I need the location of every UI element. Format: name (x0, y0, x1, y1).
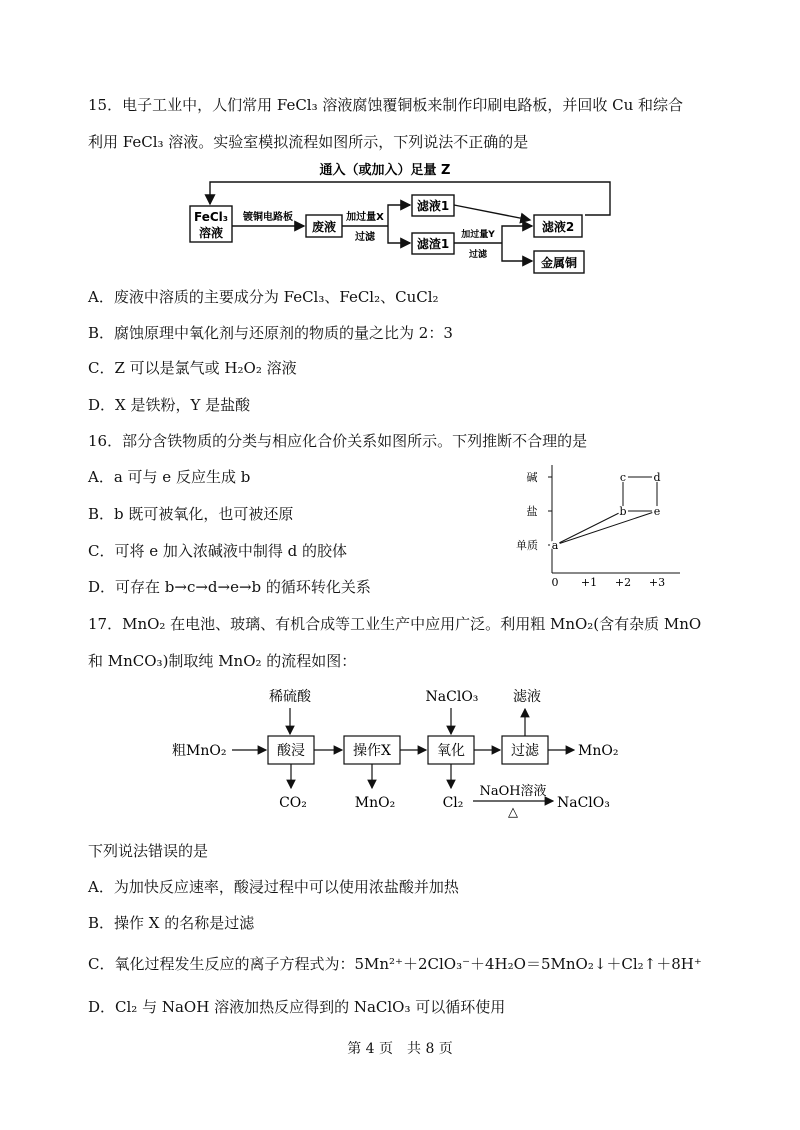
q15-arrow1-label: 镀铜电路板 (243, 212, 293, 223)
q17-line2: 和 MnCO₃)制取纯 MnO₂ 的流程如图： (88, 652, 357, 670)
q16-xlabel-1: +1 (580, 576, 598, 589)
q15-option-a: A．废液中溶质的主要成分为 FeCl₃、FeCl₂、CuCl₂ (88, 288, 439, 306)
q16-ylabel-element: 单质 (516, 539, 538, 552)
q15-line1: 15．电子工业中，人们常用 FeCl₃ 溶液腐蚀覆铜板来制作印刷电路板，并回收 Cu 和综合 (88, 96, 684, 114)
q15-filtrate2-label: 滤液2 (541, 220, 575, 234)
q17-mno2-byproduct: MnO₂ (354, 795, 396, 811)
q16-ylabel-base: 碱 (526, 471, 538, 484)
q17-flowchart (170, 683, 650, 818)
q17-naclo3-product: NaClO₃ (557, 795, 610, 811)
q17-input: 粗MnO₂ (172, 743, 227, 759)
q15-arrow2-label-a: 加过量X (346, 212, 384, 223)
q16-point-label-d: d (653, 471, 661, 484)
q17-option-d: D．Cl₂ 与 NaOH 溶液加热反应得到的 NaClO₃ 可以循环使用 (88, 998, 506, 1016)
q16-link-a-e (555, 511, 657, 545)
q16-link-a-b (555, 511, 623, 545)
q15-option-b: B．腐蚀原理中氧化剂与还原剂的物质的量之比为 2：3 (88, 324, 453, 342)
q15-option-d: D．X 是铁粉，Y 是盐酸 (88, 396, 251, 414)
q15-start-label2: 溶液 (198, 226, 224, 240)
q15-arrow2-label-b: 过滤 (355, 232, 375, 243)
q17-step4: 过滤 (511, 743, 539, 759)
q17-prompt: 下列说法错误的是 (88, 842, 209, 860)
q16-xlabel-3: +3 (648, 576, 666, 589)
q16-point-label-e: e (653, 505, 661, 518)
q17-naoh: NaOH溶液 (479, 784, 547, 799)
q16-point-label-b: b (619, 505, 627, 518)
q15-residue1-label: 滤渣1 (416, 237, 450, 251)
q17-filtrate: 滤液 (513, 689, 541, 705)
q17-step2: 操作X (353, 743, 391, 759)
q16-point-label-c: c (619, 471, 627, 484)
q16-valence-chart (500, 460, 700, 590)
q16-option-a: A．a 可与 e 反应生成 b (88, 468, 251, 486)
q17-co2: CO₂ (279, 795, 307, 811)
q16-xlabel-0: 0 (551, 576, 559, 589)
q15-filtrate1-label: 滤液1 (416, 199, 450, 213)
q16-line1: 16．部分含铁物质的分类与相应化合价关系如图所示。下列推断不合理的是 (88, 432, 588, 450)
page-footer: 第 4 页 共 8 页 (347, 1041, 453, 1057)
q17-cl2: Cl₂ (442, 795, 464, 811)
q17-step1: 酸浸 (277, 743, 305, 759)
q15-top-label: 通入（或加入）足量 Z (319, 163, 451, 178)
q17-line1: 17．MnO₂ 在电池、玻璃、有机合成等工业生产中应用广泛。利用粗 MnO₂(含有杂质 MnO (88, 615, 702, 633)
q17-reagent: NaClO₃ (425, 689, 479, 705)
q15-option-c: C．Z 可以是氯气或 H₂O₂ 溶液 (88, 359, 297, 377)
q17-option-c: C．氧化过程发生反应的离子方程式为：5Mn²⁺＋2ClO₃⁻＋4H₂O＝5MnO₂↓＋Cl₂↑＋8H⁺ (88, 955, 702, 973)
q17-acid: 稀硫酸 (269, 689, 311, 705)
q16-option-d: D．可存在 b→c→d→e→b 的循环转化关系 (88, 578, 371, 596)
q16-option-c: C．可将 e 加入浓碱液中制得 d 的胶体 (88, 542, 348, 560)
q17-heat: △ (508, 805, 518, 818)
q15-arrow3-label-a: 加过量Y (461, 230, 495, 240)
q15-line2: 利用 FeCl₃ 溶液。实验室模拟流程如图所示，下列说法不正确的是 (88, 133, 529, 151)
q17-option-a: A．为加快反应速率，酸浸过程中可以使用浓盐酸并加热 (88, 878, 459, 896)
q15-flowchart (180, 160, 620, 280)
q17-output: MnO₂ (578, 743, 619, 759)
q17-step3: 氧化 (437, 743, 465, 759)
q16-point-label-a: a (551, 539, 559, 552)
q15-start-label: FeCl₃ (193, 210, 229, 224)
q15-waste-label: 废液 (311, 220, 337, 234)
q17-option-b: B．操作 X 的名称是过滤 (88, 914, 255, 932)
q15-metal-label: 金属铜 (540, 256, 578, 270)
q15-arrow3-label-b: 过滤 (468, 250, 488, 260)
q16-option-b: B．b 既可被氧化，也可被还原 (88, 505, 294, 523)
q16-ylabel-salt: 盐 (526, 505, 538, 518)
q16-xlabel-2: +2 (614, 576, 632, 589)
